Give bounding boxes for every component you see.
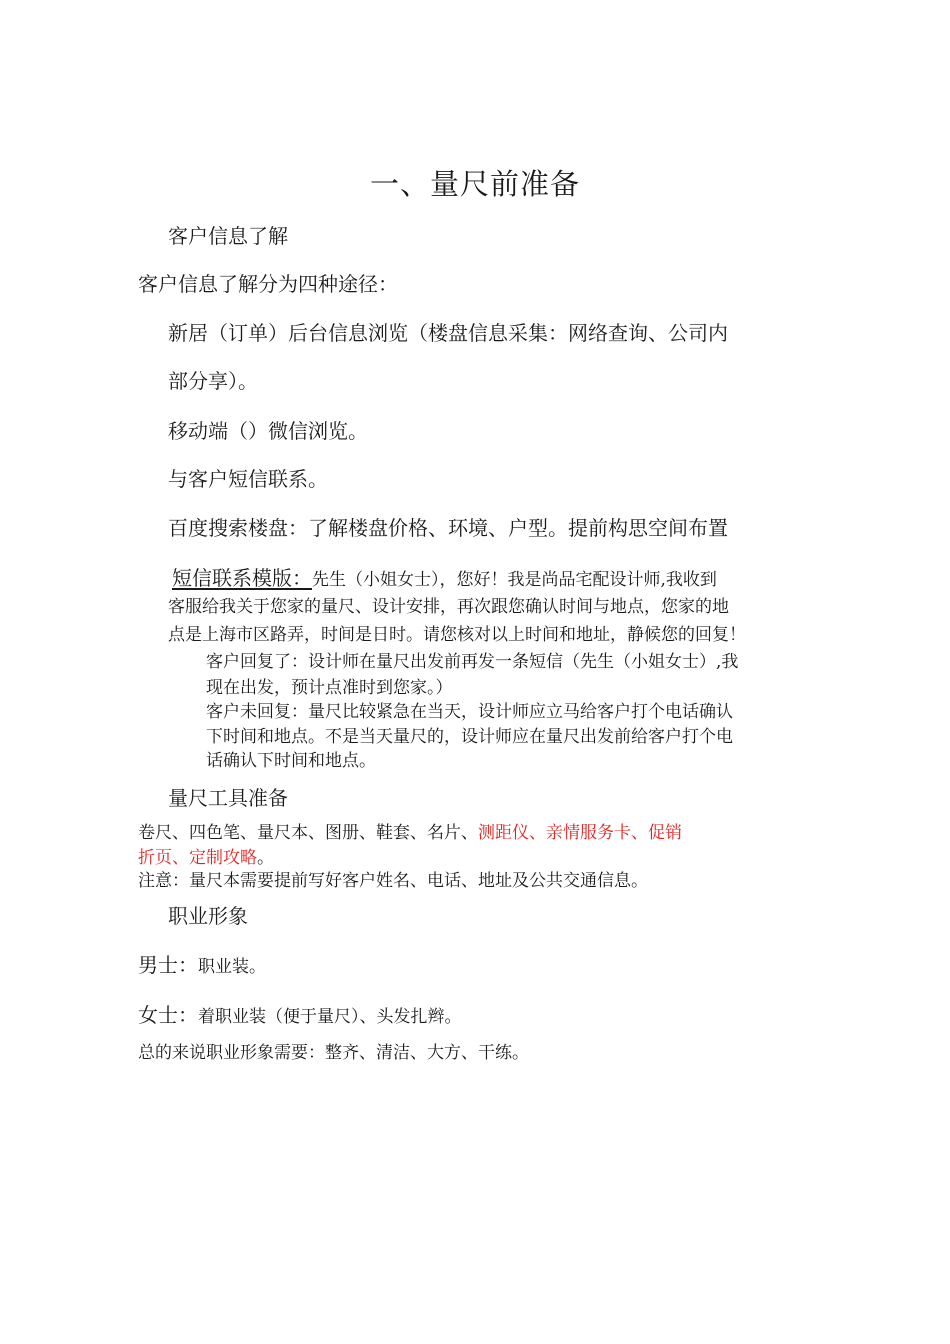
image-summary: 总的来说职业形象需要：整齐、清洁、大方、干练。 [138,1043,529,1063]
tools-highlight-text: 测距仪、亲情服务卡、促销 [478,823,682,843]
tools-note: 注意：量尺本需要提前写好客户姓名、电话、地址及公共交通信息。 [138,871,648,891]
way-item: 与客户短信联系。 [168,467,328,491]
way-item: 移动端（）微信浏览。 [168,419,368,443]
customer-replied-text: 客户回复了：设计师在量尺出发前再发一条短信（先生（小姐女士）,我 [206,652,739,672]
male-label: 男士： [138,953,198,977]
sms-template-text: 客服给我关于您家的量尺、设计安排，再次跟您确认时间与地点，您家的地 [168,597,729,617]
customer-info-intro: 客户信息了解分为四种途径： [138,272,398,296]
section-heading-image: 职业形象 [168,904,248,928]
sms-template-text: 先生（小姐女士），您好！我是尚品宅配设计师,我收到 [312,570,717,590]
customer-replied-text: 现在出发，预计点准时到您家。） [206,678,453,698]
female-dress-line [138,1005,462,1026]
page-title: 一、量尺前准备 [369,167,580,201]
way-item: 部分享）。 [168,369,258,393]
tools-list-line [138,850,274,867]
female-label: 女士： [138,1003,198,1027]
customer-no-reply-text: 话确认下时间和地点。 [206,751,376,771]
customer-no-reply-text: 客户未回复：量尺比较紧急在当天，设计师应立马给客户打个电话确认 [206,702,733,722]
male-dress-text: 职业装。 [198,957,266,977]
tools-list-text: 卷尺、四色笔、量尺本、图册、鞋套、名片、 [138,823,478,843]
section-heading-tools: 量尺工具准备 [168,786,288,810]
way-item: 新居（订单）后台信息浏览（楼盘信息采集：网络查询、公司内 [168,321,728,345]
tools-list-line [138,825,682,842]
tools-highlight-text: 折页、定制攻略 [138,848,257,868]
sms-template-text: 点是上海市区路弄，时间是日时。请您核对以上时间和地址，静候您的回复！ [168,625,746,645]
female-dress-text: 着职业装（便于量尺）、头发扎辫。 [198,1007,462,1027]
male-dress-line [138,955,266,976]
sms-template-label: 短信联系模版： [172,566,312,590]
section-heading-customer-info: 客户信息了解 [168,224,288,248]
way-item: 百度搜索楼盘：了解楼盘价格、环境、户型。提前构思空间布置 [168,516,728,540]
tools-list-end: 。 [257,848,274,868]
customer-no-reply-text: 下时间和地点。不是当天量尺的，设计师应在量尺出发前给客户打个电 [206,727,733,747]
sms-template-first-line [172,568,717,589]
